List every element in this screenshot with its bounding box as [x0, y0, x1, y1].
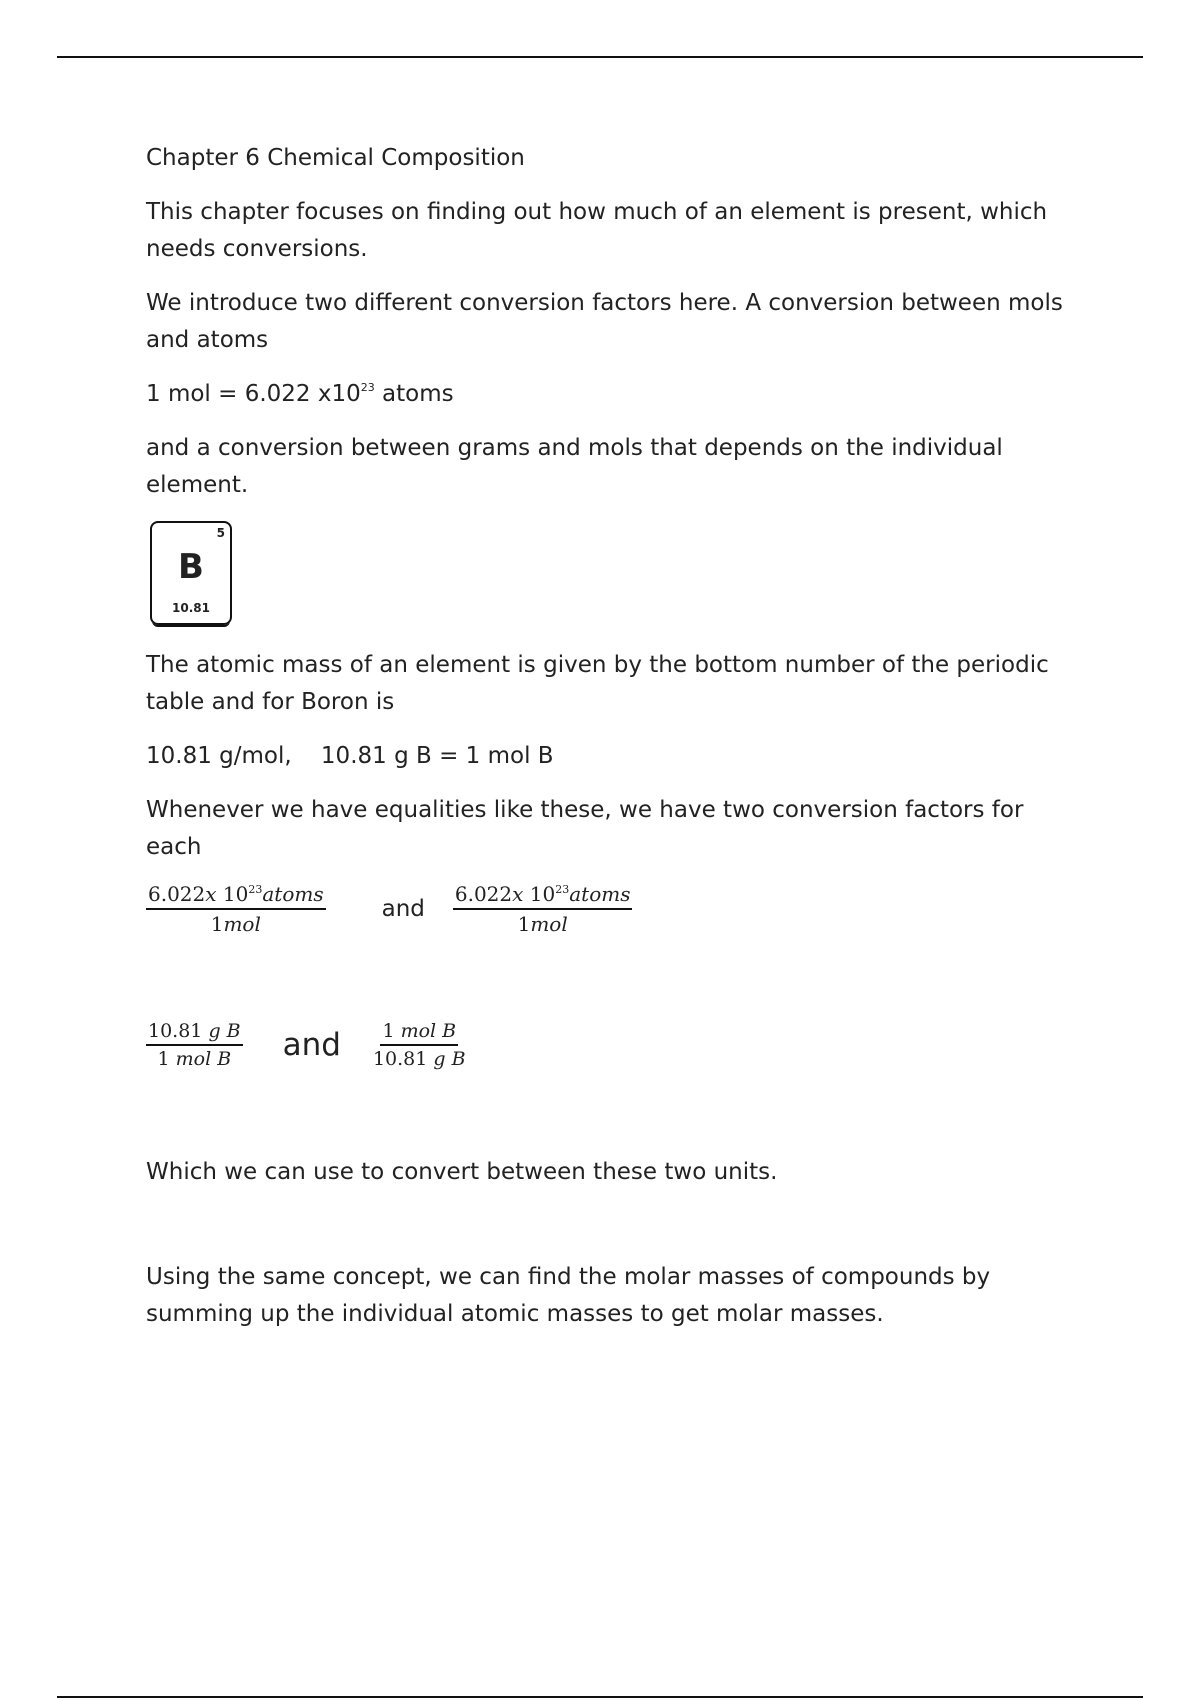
element-atomic-mass: 10.81 — [172, 601, 210, 615]
numerator-exponent: 23 — [248, 883, 263, 896]
numerator-base: 10 — [222, 882, 249, 906]
numerator-value: 10.81 — [148, 1020, 203, 1042]
fraction-denominator — [373, 1046, 466, 1070]
fraction-numerator — [453, 882, 633, 910]
header-rule — [57, 56, 1143, 58]
fraction-numerator — [146, 1020, 243, 1046]
mol-atoms-equation — [146, 376, 1086, 413]
fraction-denominator — [211, 910, 261, 936]
numerator-times: x — [512, 882, 524, 906]
numerator-unit: atoms — [569, 882, 631, 906]
numerator-unit: mol — [400, 1020, 437, 1042]
fraction-denominator — [157, 1046, 231, 1070]
conversion-intro-paragraph: We introduce two different conversion factors here. A conversion between mols and atoms — [146, 290, 1063, 353]
numerator-symbol: B — [442, 1020, 457, 1042]
fraction-numerator — [146, 882, 326, 910]
document-body — [146, 140, 1086, 1350]
element-atomic-number: 5 — [216, 526, 225, 540]
denominator-value: 1 — [157, 1048, 170, 1070]
convert-paragraph: Which we can use to convert between these two units. — [146, 1159, 778, 1185]
fraction-connector: and — [282, 1027, 341, 1063]
fraction-atoms-per-mol-left — [146, 882, 326, 936]
denominator-unit: g — [433, 1048, 446, 1070]
atomic-mass-paragraph: The atomic mass of an element is given by the bottom number of the periodic table and for Boron is — [146, 652, 1049, 715]
numerator-value: 6.022 — [454, 882, 513, 906]
denominator-unit: mol — [175, 1048, 212, 1070]
element-symbol: B — [178, 547, 204, 587]
chapter-heading: Chapter 6 Chemical Composition — [146, 145, 525, 171]
denominator-symbol: B — [217, 1048, 232, 1070]
mol-atoms-prefix: 1 mol = 6.022 x10 — [146, 381, 361, 407]
mol-atoms-suffix: atoms — [374, 381, 454, 407]
denominator-symbol: B — [451, 1048, 466, 1070]
numerator-times: x — [205, 882, 217, 906]
boron-equation: 10.81 g/mol, 10.81 g B = 1 mol B — [146, 743, 554, 769]
fraction-connector: and — [381, 896, 425, 922]
denominator-value: 1 — [517, 912, 531, 936]
numerator-unit: g — [208, 1020, 221, 1042]
numerator-value: 1 — [382, 1020, 395, 1042]
intro-paragraph: This chapter focuses on finding out how much of an element is present, which needs conversions. — [146, 199, 1048, 262]
fraction-grams-per-mol-left — [146, 1020, 243, 1070]
numerator-symbol: B — [226, 1020, 241, 1042]
fraction-denominator — [518, 910, 568, 936]
grams-mol-fraction-row — [146, 1014, 1086, 1076]
denominator-unit: mol — [223, 912, 261, 936]
numerator-unit: atoms — [262, 882, 324, 906]
equalities-paragraph: Whenever we have equalities like these, we have two conversion factors for each — [146, 797, 1024, 860]
fraction-mol-per-grams-right — [373, 1020, 466, 1070]
denominator-value: 10.81 — [372, 1048, 428, 1070]
molar-mass-paragraph: Using the same concept, we can find the molar masses of compounds by summing up the individual atomic masses to get molar masses. — [146, 1264, 991, 1327]
numerator-base: 10 — [529, 882, 556, 906]
mol-atoms-fraction-row — [146, 874, 1086, 944]
denominator-value: 1 — [210, 912, 224, 936]
mol-atoms-exponent: 23 — [360, 381, 375, 394]
element-tile-border — [150, 521, 232, 625]
numerator-value: 6.022 — [148, 882, 206, 906]
fraction-numerator — [380, 1020, 458, 1046]
grams-mols-paragraph: and a conversion between grams and mols that depends on the individual element. — [146, 435, 1003, 498]
numerator-exponent: 23 — [555, 883, 570, 896]
fraction-atoms-per-mol-right — [453, 882, 633, 936]
footer-rule — [57, 1696, 1143, 1698]
boron-element-tile — [150, 521, 236, 631]
denominator-unit: mol — [530, 912, 568, 936]
